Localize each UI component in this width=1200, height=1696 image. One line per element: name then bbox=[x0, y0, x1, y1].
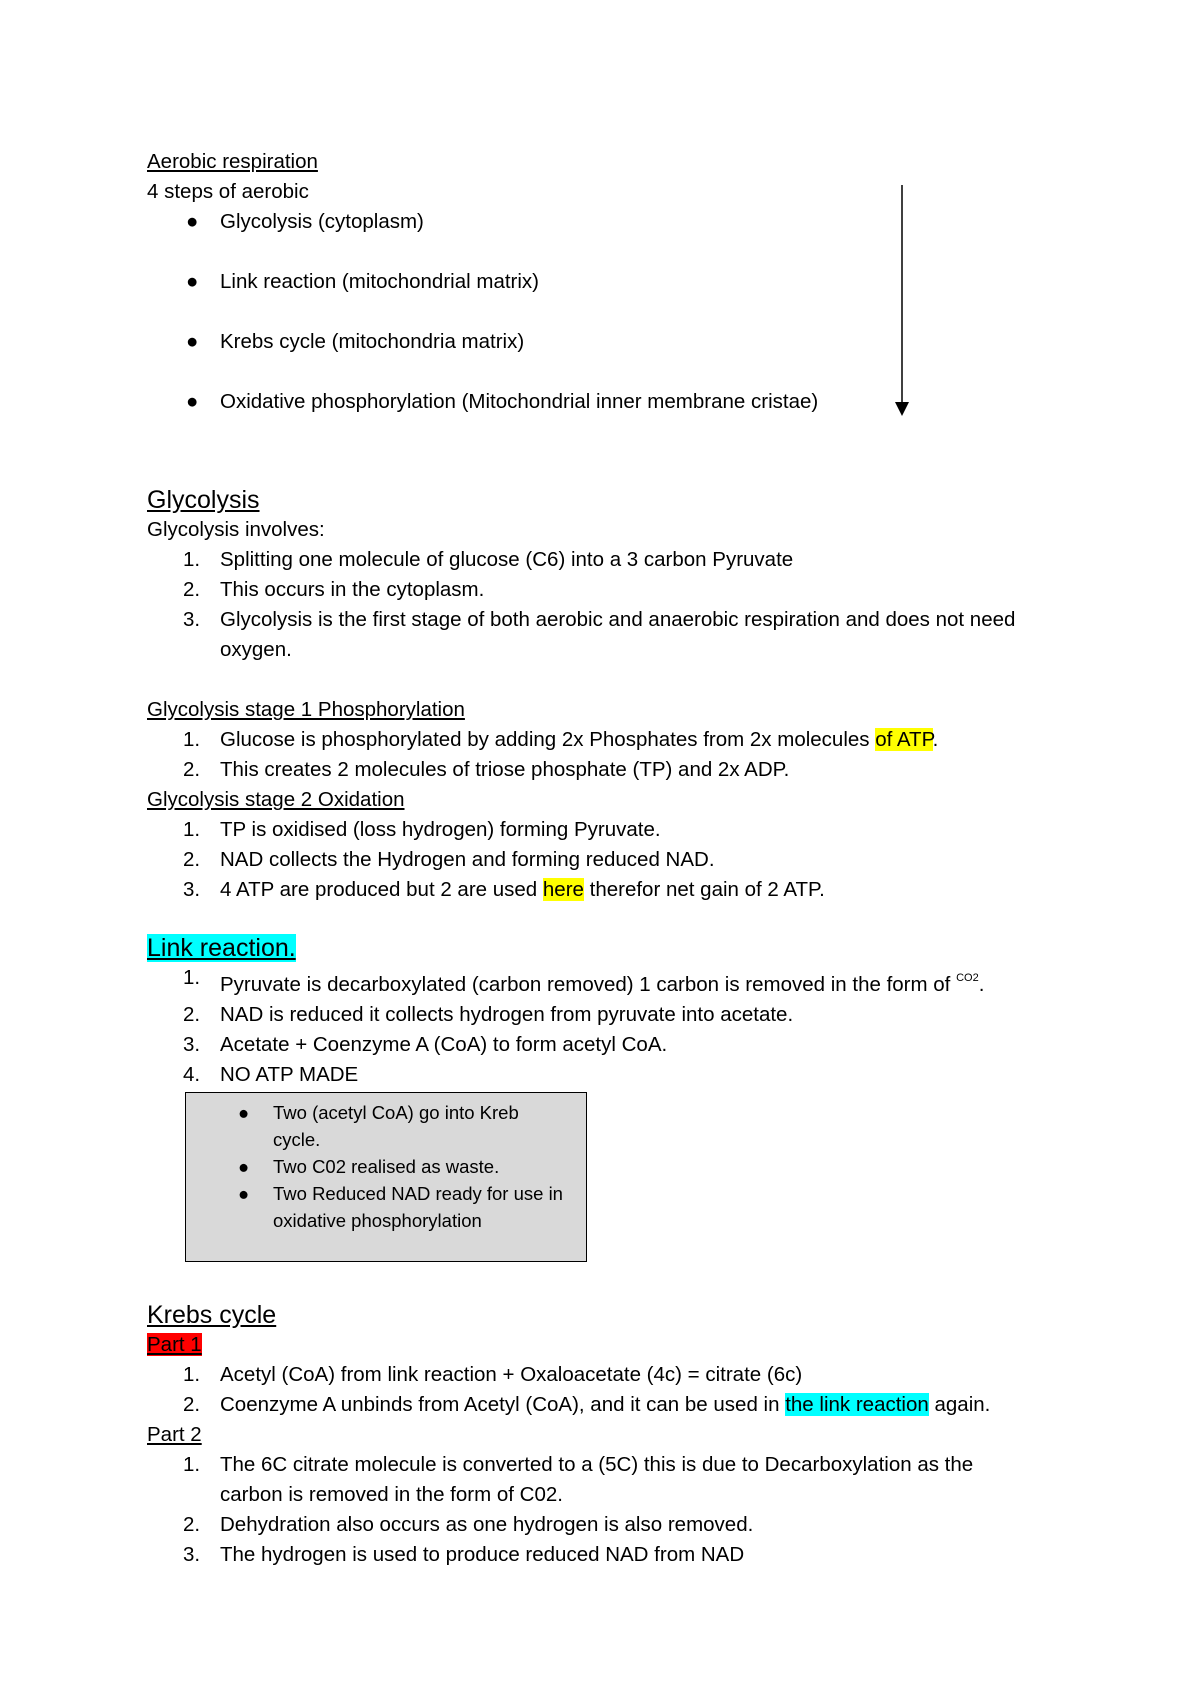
list-item: 2. This creates 2 molecules of triose phosphate (TP) and 2x ADP. bbox=[183, 758, 790, 781]
list-item: ● Krebs cycle (mitochondria matrix) bbox=[147, 327, 1067, 357]
list-item: 2. Dehydration also occurs as one hydrogen is also removed. bbox=[183, 1513, 754, 1536]
list-item: ● Oxidative phosphorylation (Mitochondrial inner membrane cristae) bbox=[147, 387, 1067, 417]
list-item: 1. TP is oxidised (loss hydrogen) forming Pyruvate. bbox=[183, 818, 661, 841]
list-item: 3. Glycolysis is the first stage of both aerobic and anaerobic respiration and does not need oxygen. bbox=[183, 608, 1016, 661]
list-item: 3. Acetate + Coenzyme A (CoA) to form acetyl CoA. bbox=[183, 1033, 668, 1056]
list-item: ● Link reaction (mitochondrial matrix) bbox=[147, 267, 1067, 297]
list-item: ● Two Reduced NAD ready for use in oxidative phosphorylation bbox=[186, 1180, 586, 1234]
list-item: 4. NO ATP MADE bbox=[183, 1063, 359, 1086]
list-item: 2. NAD is reduced it collects hydrogen from pyruvate into acetate. bbox=[183, 1003, 794, 1026]
glycolysis-stage2-title: Glycolysis stage 2 Oxidation bbox=[147, 788, 405, 811]
list-item: 1. Pyruvate is decarboxylated (carbon removed) 1 carbon is removed in the form of $^{CO2}$. bbox=[183, 966, 985, 996]
krebs-part2-label: Part 2 bbox=[147, 1423, 202, 1446]
bullet-icon: ● bbox=[186, 330, 199, 353]
list-item: 3. 4 ATP are produced but 2 are used here therefor net gain of 2 ATP. bbox=[183, 878, 825, 901]
list-item: ● Two C02 realised as waste. bbox=[186, 1153, 586, 1180]
bullet-icon: ● bbox=[186, 210, 199, 233]
list-item: 1. The 6C citrate molecule is converted to a (5C) this is due to Decarboxylation as the carbon is removed in the form of C02. bbox=[183, 1453, 974, 1506]
bullet-icon: ● bbox=[238, 1102, 250, 1123]
list-item: 2. Coenzyme A unbinds from Acetyl (CoA), and it can be used in the link reaction again. bbox=[183, 1393, 991, 1416]
aerobic-title: Aerobic respiration bbox=[147, 150, 318, 173]
krebs-part1-label: Part 1 bbox=[147, 1333, 202, 1356]
bullet-icon: ● bbox=[238, 1156, 250, 1177]
bullet-icon: ● bbox=[186, 390, 199, 413]
highlight-yellow: here bbox=[542, 878, 584, 901]
list-item: 2. NAD collects the Hydrogen and forming reduced NAD. bbox=[183, 848, 715, 871]
list-item: 3. The hydrogen is used to produce reduced NAD from NAD bbox=[183, 1543, 745, 1566]
list-item: 1. Splitting one molecule of glucose (C6) into a 3 carbon Pyruvate bbox=[183, 548, 794, 571]
glycolysis-intro: Glycolysis involves: bbox=[147, 518, 325, 541]
highlight-yellow: of ATP bbox=[875, 728, 933, 751]
link-reaction-title: Link reaction. bbox=[147, 934, 296, 962]
list-item: 1. Glucose is phosphorylated by adding 2x Phosphates from 2x molecules of ATP. bbox=[183, 728, 939, 751]
document-page bbox=[147, 147, 1067, 1570]
krebs-title: Krebs cycle bbox=[147, 1301, 277, 1329]
bullet-icon: ● bbox=[186, 270, 199, 293]
link-reaction-summary-box bbox=[185, 1092, 587, 1262]
list-item: 2. This occurs in the cytoplasm. bbox=[183, 578, 485, 601]
glycolysis-title: Glycolysis bbox=[147, 486, 260, 514]
list-item: 1. Acetyl (CoA) from link reaction + Oxaloacetate (4c) = citrate (6c) bbox=[183, 1363, 803, 1386]
aerobic-subtitle: 4 steps of aerobic bbox=[147, 180, 309, 203]
list-item: ● Glycolysis (cytoplasm) bbox=[147, 207, 1067, 237]
list-item: ● Two (acetyl CoA) go into Kreb cycle. bbox=[186, 1099, 586, 1153]
bullet-icon: ● bbox=[238, 1183, 250, 1204]
highlight-cyan: the link reaction bbox=[785, 1393, 929, 1416]
glycolysis-stage1-title: Glycolysis stage 1 Phosphorylation bbox=[147, 698, 465, 721]
